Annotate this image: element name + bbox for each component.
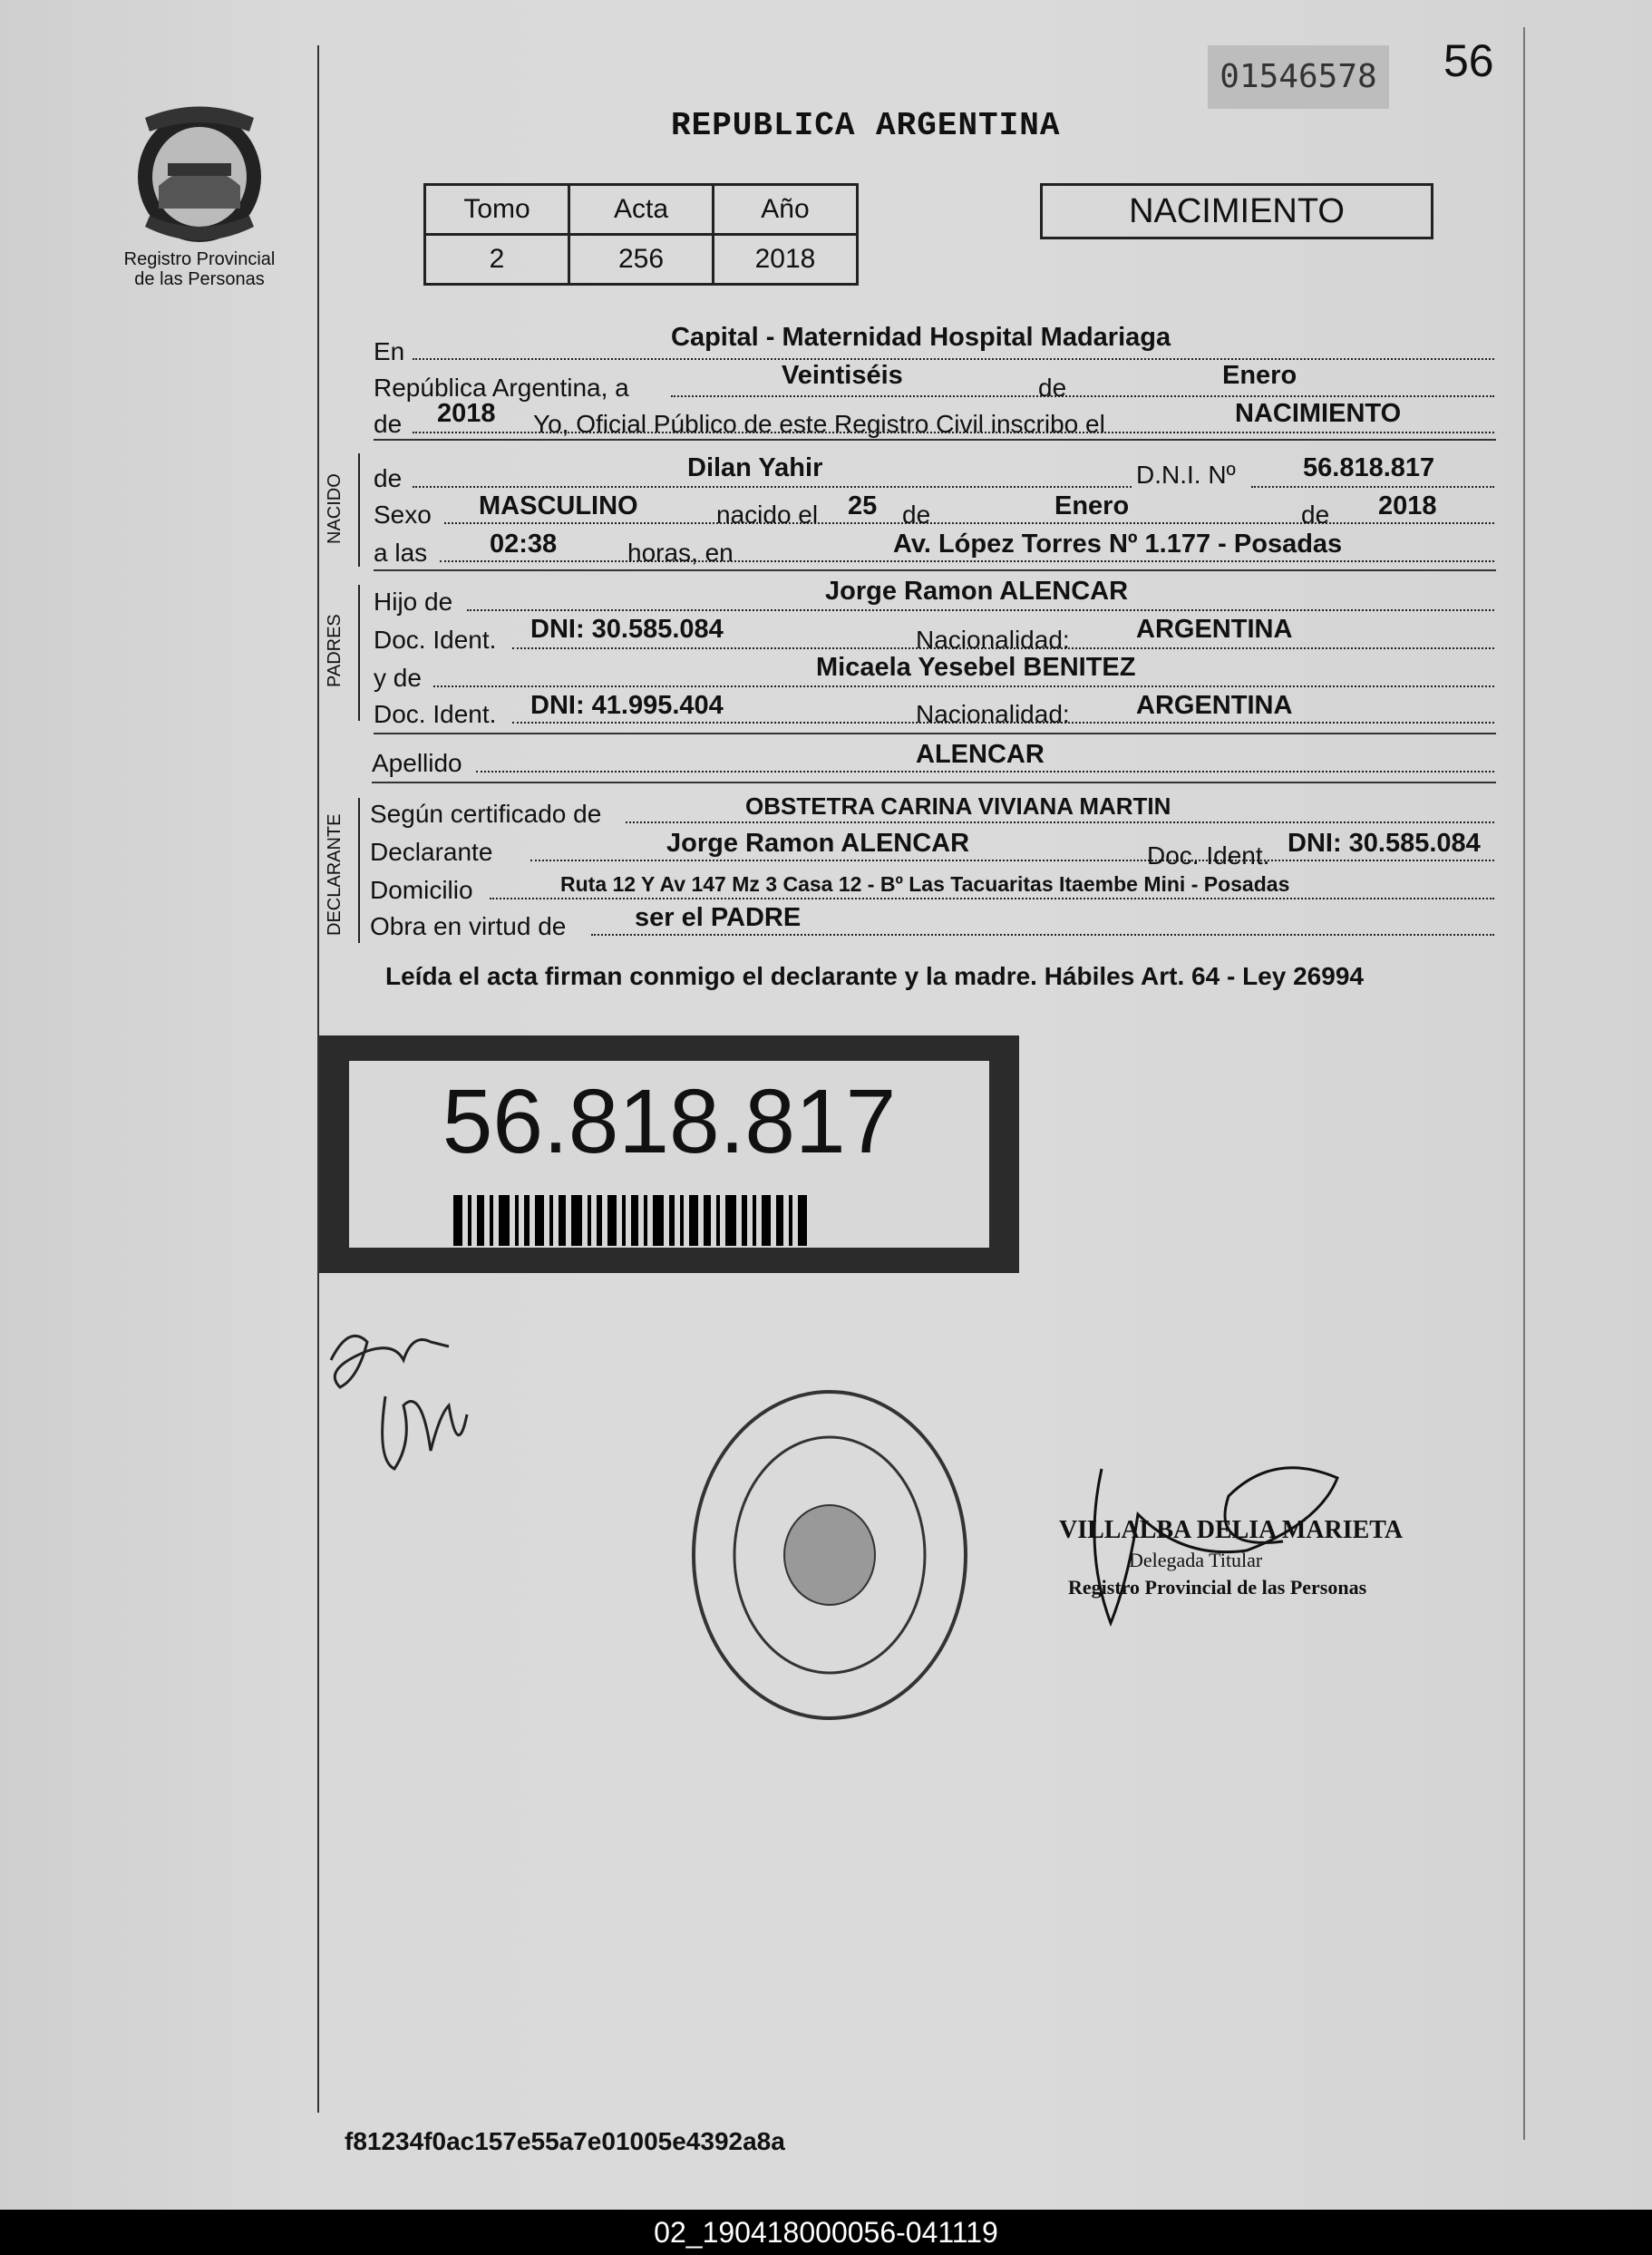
dotted-line bbox=[413, 432, 1494, 433]
apellido-value: ALENCAR bbox=[916, 740, 1045, 769]
dni-sticker-number: 56.818.817 bbox=[442, 1071, 897, 1172]
apellido-label: Apellido bbox=[372, 749, 462, 777]
dotted-line bbox=[433, 685, 1494, 687]
acta-value: 256 bbox=[569, 235, 714, 285]
sexo-value: MASCULINO bbox=[479, 491, 638, 520]
act-value: NACIMIENTO bbox=[1235, 399, 1402, 428]
birth-year: 2018 bbox=[1378, 491, 1437, 520]
section-bar bbox=[358, 798, 360, 943]
sexo-label: Sexo bbox=[374, 501, 432, 529]
declarante-name: Jorge Ramon ALENCAR bbox=[666, 829, 970, 858]
padres-section-label: PADRES bbox=[325, 614, 345, 687]
obra-label: Obra en virtud de bbox=[370, 912, 567, 940]
child-name: Dilan Yahir bbox=[687, 453, 823, 482]
domicilio-label: Domicilio bbox=[370, 876, 473, 904]
dotted-line bbox=[413, 486, 1132, 488]
logo-caption-line2: de las Personas bbox=[134, 269, 265, 289]
document-title: REPUBLICA ARGENTINA bbox=[671, 107, 1061, 144]
officer-org: Registro Provincial de las Personas bbox=[1068, 1576, 1367, 1599]
serial-number: 01546578 bbox=[1208, 45, 1389, 109]
right-margin-line bbox=[1523, 27, 1525, 2140]
dotted-line bbox=[440, 560, 1494, 562]
month-value: Enero bbox=[1222, 361, 1297, 390]
dni-sticker bbox=[319, 1035, 1019, 1273]
republica-label: República Argentina, a bbox=[374, 374, 629, 402]
dni-sticker-inner bbox=[349, 1061, 989, 1248]
alas-label: a las bbox=[374, 539, 428, 567]
section-bar bbox=[358, 585, 360, 721]
dotted-line bbox=[467, 609, 1494, 611]
cert-label: Según certificado de bbox=[370, 800, 602, 828]
mother-nac-label: Nacionalidad: bbox=[916, 700, 1070, 728]
hijo-de-label: Hijo de bbox=[374, 588, 453, 616]
page-number: 56 bbox=[1443, 35, 1494, 86]
officer-signature bbox=[1047, 1442, 1392, 1650]
logo-caption bbox=[100, 249, 299, 289]
declarante-doc-label: Doc. Ident. bbox=[1147, 841, 1270, 870]
closing-statement: Leída el acta firman conmigo el declarante y la madre. Hábiles Art. 64 - Ley 26994 bbox=[385, 962, 1364, 990]
birth-hour: 02:38 bbox=[490, 530, 558, 559]
obra-value: ser el PADRE bbox=[635, 903, 802, 932]
record-table bbox=[423, 183, 859, 286]
declarant-signature bbox=[313, 1306, 494, 1505]
father-name: Jorge Ramon ALENCAR bbox=[825, 577, 1129, 606]
father-doc: DNI: 30.585.084 bbox=[530, 615, 724, 644]
separator bbox=[374, 733, 1496, 734]
father-nationality: ARGENTINA bbox=[1136, 615, 1293, 644]
barcode bbox=[453, 1195, 812, 1246]
dotted-line bbox=[626, 821, 1494, 823]
child-dni: 56.818.817 bbox=[1303, 453, 1435, 482]
officer-name: VILLALBA DELIA MARIETA bbox=[1059, 1516, 1404, 1544]
de-label: de bbox=[1038, 374, 1067, 402]
dni-label: D.N.I. Nº bbox=[1136, 461, 1236, 489]
tomo-value: 2 bbox=[425, 235, 569, 285]
yde-label: y de bbox=[374, 664, 422, 692]
mother-nationality: ARGENTINA bbox=[1136, 691, 1293, 720]
anio-value: 2018 bbox=[714, 235, 858, 285]
anio-label: Año bbox=[714, 185, 858, 235]
horas-label: horas, en bbox=[627, 539, 734, 567]
nacido-section-label: NACIDO bbox=[325, 473, 345, 544]
dotted-line bbox=[476, 771, 1494, 773]
declarante-label: Declarante bbox=[370, 838, 493, 866]
dotted-line bbox=[591, 934, 1494, 936]
official-seal bbox=[685, 1378, 975, 1723]
record-type-box: NACIMIENTO bbox=[1040, 183, 1433, 239]
year-value: 2018 bbox=[437, 399, 496, 428]
footer-caption: 02_190418000056-041119 bbox=[0, 2210, 1652, 2255]
birth-month: Enero bbox=[1054, 491, 1130, 520]
day-value: Veintiséis bbox=[782, 361, 903, 390]
de2-label: de bbox=[374, 410, 403, 438]
dotted-line bbox=[671, 395, 1494, 397]
mother-doc-label: Doc. Ident. bbox=[374, 700, 497, 728]
father-nac-label: Nacionalidad: bbox=[916, 626, 1070, 654]
dotted-line bbox=[444, 522, 1494, 524]
dotted-line bbox=[413, 358, 1494, 360]
separator bbox=[374, 439, 1496, 441]
birth-day: 25 bbox=[848, 491, 878, 520]
mother-name: Micaela Yesebel BENITEZ bbox=[816, 653, 1136, 682]
declarante-doc: DNI: 30.585.084 bbox=[1288, 829, 1481, 858]
dotted-line bbox=[1251, 486, 1494, 488]
logo-caption-line1: Registro Provincial bbox=[123, 249, 276, 269]
father-doc-label: Doc. Ident. bbox=[374, 626, 497, 654]
en-label: En bbox=[374, 337, 405, 365]
section-bar bbox=[358, 453, 360, 567]
officer-role: Delegada Titular bbox=[1129, 1549, 1263, 1571]
dotted-line bbox=[490, 898, 1494, 899]
birth-address: Av. López Torres Nº 1.177 - Posadas bbox=[893, 530, 1343, 559]
place-value: Capital - Maternidad Hospital Madariaga bbox=[671, 323, 1171, 352]
separator bbox=[372, 782, 1496, 783]
separator bbox=[374, 569, 1496, 571]
de-label-3: de bbox=[1301, 501, 1330, 529]
nacido-de-label: de bbox=[374, 464, 403, 492]
mother-doc: DNI: 41.995.404 bbox=[530, 691, 724, 720]
nacido-el-label: nacido el bbox=[716, 501, 819, 529]
domicilio-value: Ruta 12 Y Av 147 Mz 3 Casa 12 - Bº Las Tacuaritas Itaembe Mini - Posadas bbox=[560, 872, 1290, 896]
declarante-section-label: DECLARANTE bbox=[325, 813, 345, 936]
intro-text: Yo, Oficial Público de este Registro Civil inscribo el bbox=[533, 410, 1105, 438]
acta-label: Acta bbox=[569, 185, 714, 235]
tomo-label: Tomo bbox=[425, 185, 569, 235]
province-shield-logo bbox=[127, 100, 272, 249]
dotted-line bbox=[530, 860, 1494, 861]
document-hash: f81234f0ac157e55a7e01005e4392a8a bbox=[345, 2127, 785, 2155]
cert-value: OBSTETRA CARINA VIVIANA MARTIN bbox=[745, 792, 1171, 820]
de-label-2: de bbox=[902, 501, 931, 529]
